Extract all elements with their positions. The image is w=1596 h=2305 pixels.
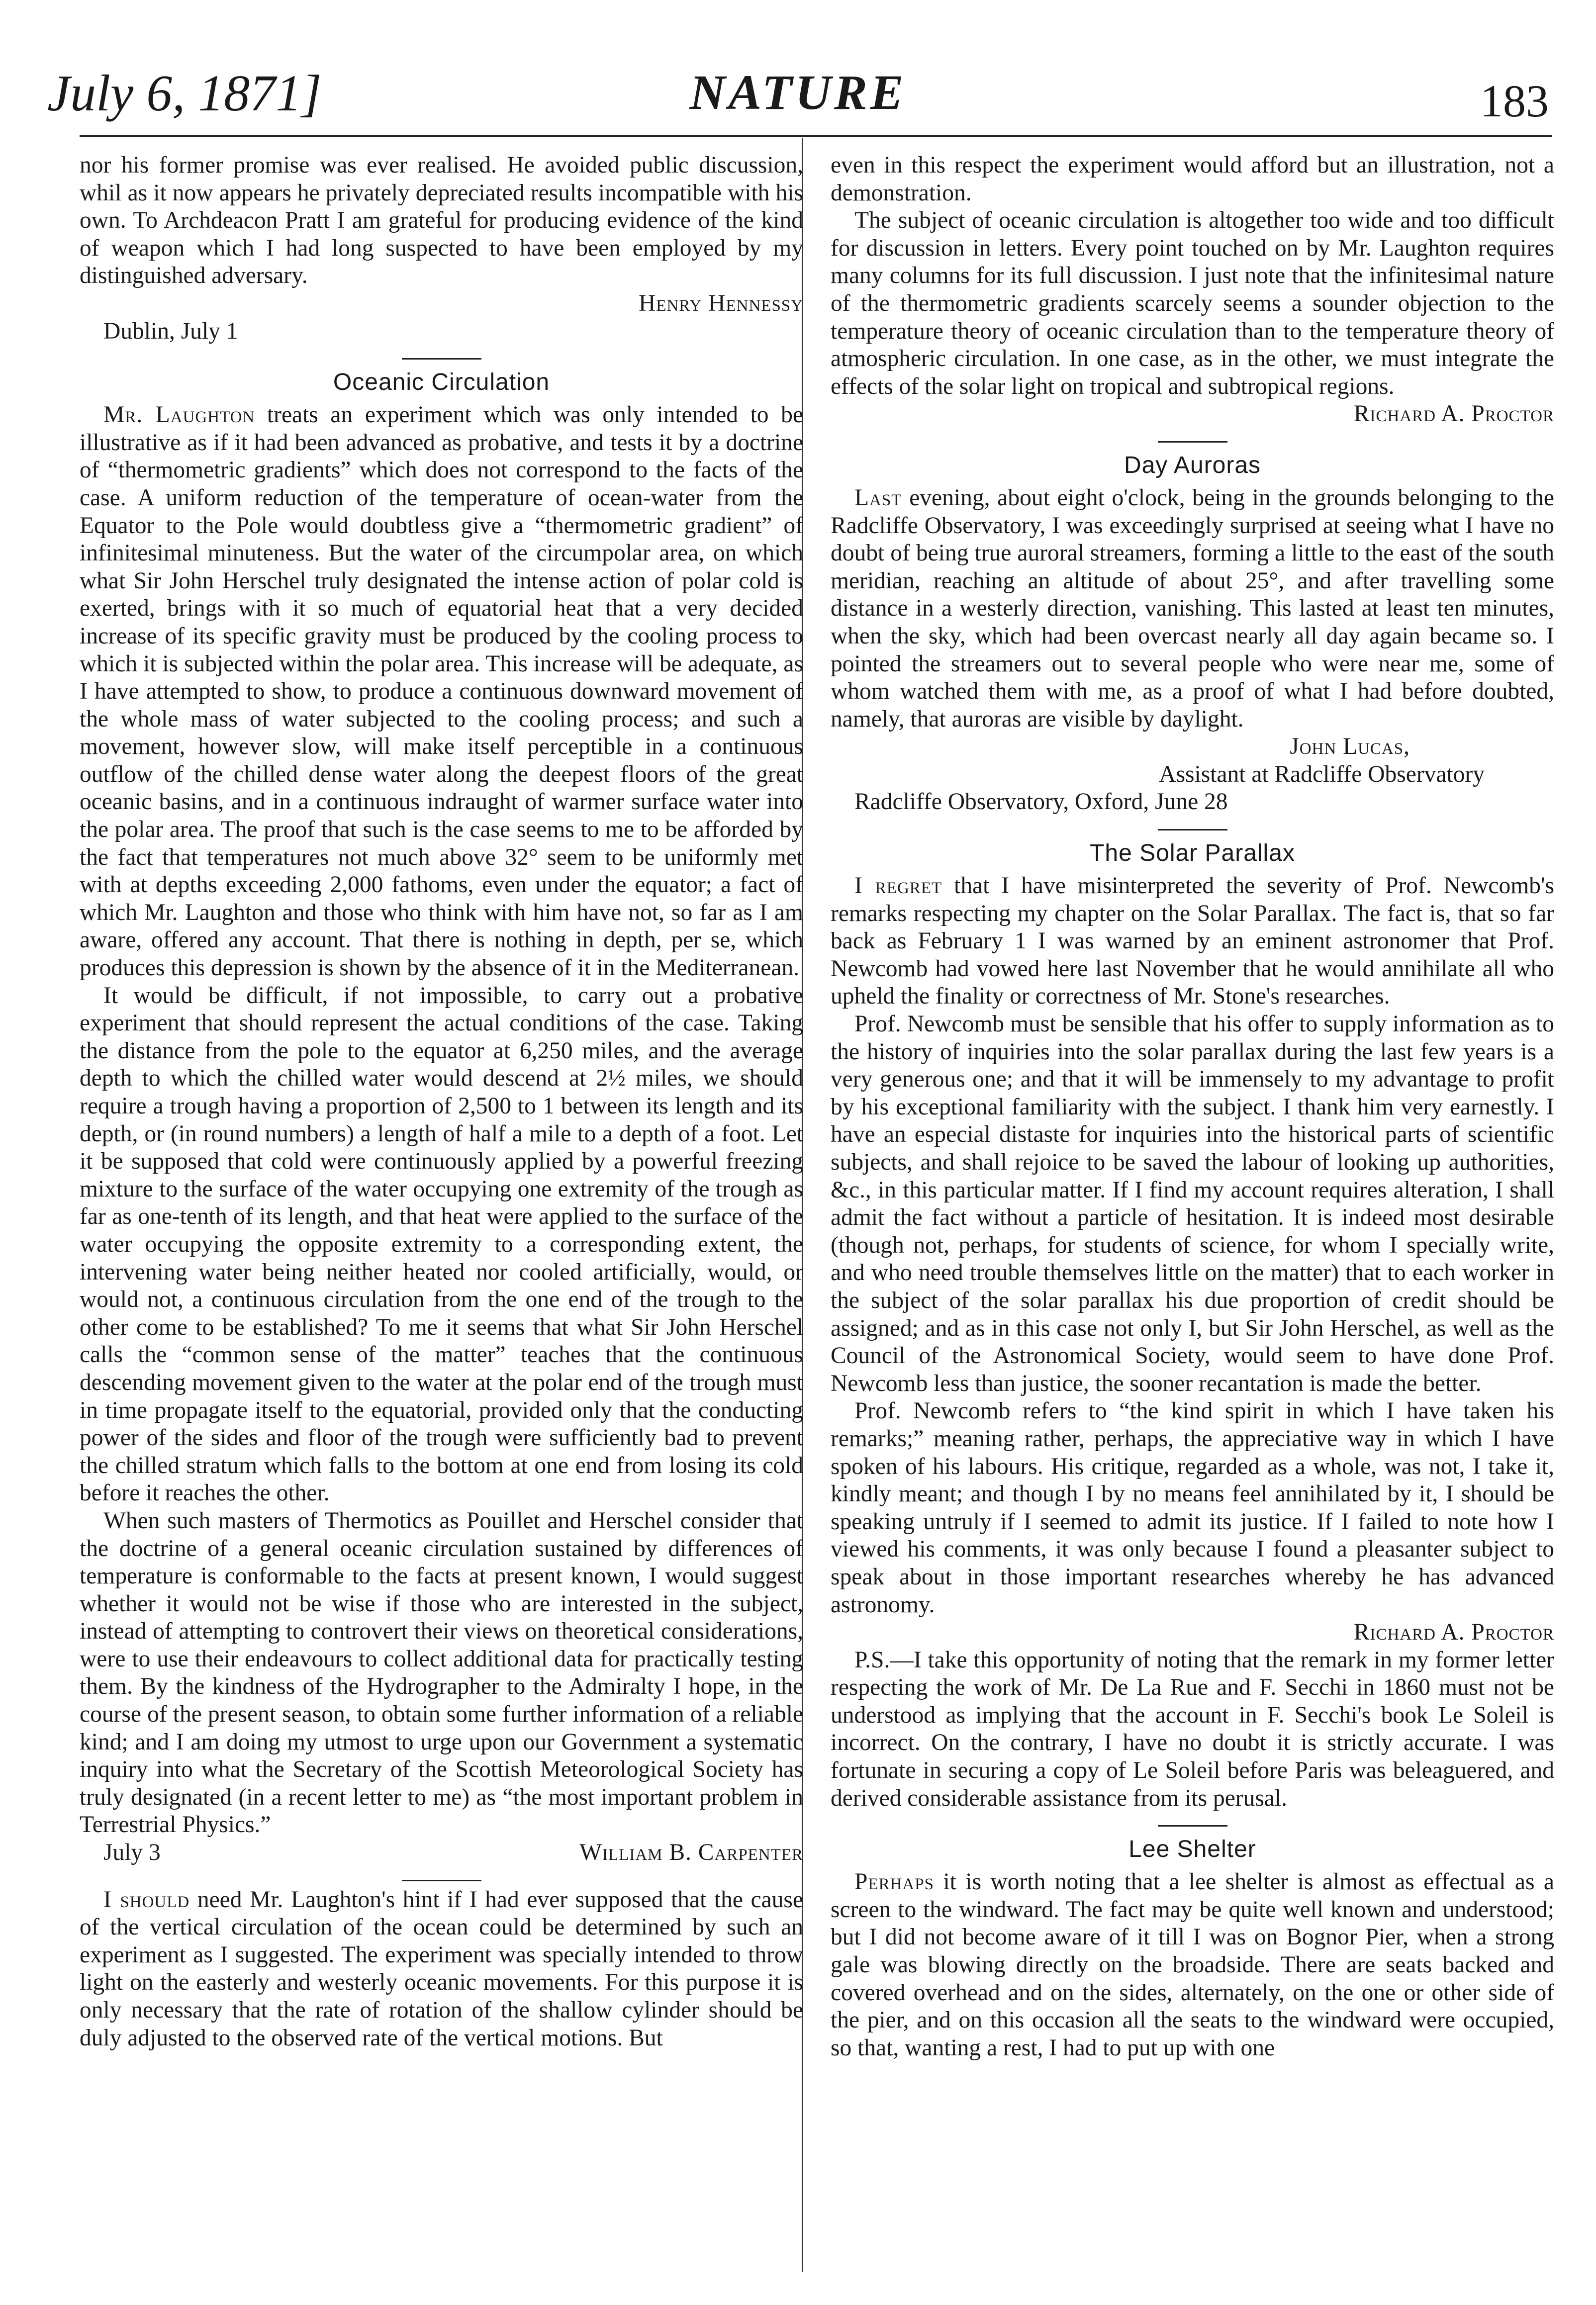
continuation-paragraph: even in this respect the experiment would afford but an illustration, not a demonstration. [831, 152, 1554, 206]
dateline-dublin: Dublin, July 1 [103, 318, 238, 344]
header-rule [80, 135, 1552, 137]
dateline-radcliffe: Radcliffe Observatory, Oxford, June 28 [854, 789, 1228, 815]
heading-oceanic-circulation: Oceanic Circulation [333, 369, 550, 396]
auroras-text: evening, about eight o'clock, being in the grounds belonging to the Radcliffe Observatory, I was exceedingly surprised at seeing what I have no doubt of being true auroral streamers, forming a little to the east of the south meridian, reaching an altitude of about 25°, and after travelling some distance in a westerly direction, vanishing. This lasted at least ten minutes, when the sky, which had been overcast nearly all day again became so. I pointed the streamers out to several people who were near me, some of whom watched them with me, as a proof of what I had before doubted, namely, that auroras are visible by daylight. [831, 484, 1554, 732]
second-letter-text: need Mr. Laughton's hint if I had ever supposed that the cause of the vertical circulation of the ocean could be determined by such an experiment as I suggested. The experiment was specially intended to throw light on the easterly and westerly oceanic movements. For this purpose it is only necessary that the rate of rotation of the shallow cylinder should be duly adjusted to the observed rate of the vertical motions. But [80, 1886, 803, 2051]
signature-lucas: John Lucas, [1290, 734, 1410, 760]
oceanic-paragraph-1 [80, 401, 803, 982]
postscript-paragraph: P.S.—I take this opportunity of noting that the remark in my former letter respecting the work of Mr. De La Rue and F. Secchi in 1860 must not be understood as implying that the account in F. Secchi's book Le Soleil is incorrect. On the contrary, I have no doubt it is strictly accurate. I was fortunate in securing a copy of Le Soleil before Paris was beleaguered, and derived considerable assistance from its perusal. [831, 1647, 1554, 1811]
oceanic-paragraph-1-text: treats an experiment which was only intended to be illustrative as if it had been advanced as probative, and tests it by a doctrine of “thermometric gradients” which does not correspond to the facts of the case. A uniform reduction of the temperature of ocean-water from the Equator to the Pole would doubtless give a “thermometric gradient” of infinitesimal minuteness. But the water of the circumpolar area, on which what Sir John Herschel truly designated the intense action of polar cold is exerted, brings with it so much of equatorial heat that a very decided increase of its specific gravity must be produced by the cooling process to which it is subjected within the polar area. This increase will be adequate, as I have attempted to show, to produce a continuous downward movement of the whole mass of water subjected to the cooling process; and such a movement, however slow, will make itself perceptible in a continuous outflow of the chilled dense water along the deepest floors of the great oceanic basins, and in a continuous indraught of warmer surface water into the polar area. The proof that such is the case seems to me to be afforded by the fact that temperatures not much above 32° seem to be uniformly met with at depths exceeding 2,000 fathoms, even under the equator; a fact of which Mr. Laughton and those who think with him have not, so far as I am aware, offered any account. That there is nothing in depth, per se, which produces this depression is shown by the absence of it in the Mediterranean. [80, 402, 804, 981]
second-letter-paragraph [80, 1886, 803, 2052]
heading-solar-parallax: The Solar Parallax [1090, 840, 1295, 867]
section-rule [1158, 829, 1227, 830]
auroras-paragraph [831, 484, 1554, 733]
signature-lucas-title: Assistant at Radcliffe Observatory [1159, 761, 1485, 787]
section-rule [1158, 1825, 1227, 1827]
oceanic-paragraph-3: When such masters of Thermotics as Pouillet and Herschel consider that the doctrine of a general oceanic circulation sustained by differences of temperature is conformable to the facts at present known, I would suggest whether it would not be wise if those who are interested in the subject, instead of attempting to controvert their views on theoretical considerations, were to use their endeavours to collect additional data for practically testing them. By the kindness of the Hydrographer to the Admiralty I hope, in the course of the present season, to obtain some further information of a reliable kind; and I am doing my utmost to urge upon our Government a systematic inquiry into what the Secretary of the Scottish Meteorological Society has truly designated (in a recent letter to me) as “the most important problem in Terrestrial Physics.” [80, 1507, 803, 1838]
right-column [831, 152, 1554, 2062]
signature-carpenter: William B. Carpenter [579, 1840, 803, 1866]
lee-shelter-text: it is worth noting that a lee shelter is almost as effectual as a screen to the windward. The fact may be quite well known and understood; but I did not become aware of it till I was on Bognor Pier, when a strong gale was blowing directly on the broadside. There are seats backed and covered overhead and on the sides, alternately, on the one or other side of the pier, and on this occasion all the seats to the windward were occupied, so that, wanting a rest, I had to put up with one [831, 1869, 1554, 2061]
continuation-paragraph: nor his former promise was ever realised. He avoided public discussion, whil as it now appears he privately depreciated results incompatible with his own. To Archdeacon Pratt I am grateful for producing evidence of the kind of weapon which I had long suspected to have been employed by my distinguished adversary. [80, 152, 803, 289]
oceanic-paragraph-2: It would be difficult, if not impossible, to carry out a probative experiment that should represent the actual conditions of the case. Taking the distance from the pole to the equator at 6,250 miles, and the average depth to which the chilled water would descend at 2½ miles, we should require a trough having a proportion of 2,500 to 1 between its length and its depth, or (in round numbers) a length of half a mile to a depth of a foot. Let it be supposed that cold were continuously applied by a powerful freezing mixture to the surface of the water occupying one extremity of the trough as far as one-tenth of its length, and that heat were applied to the surface of the water occupying the opposite extremity to a corresponding extent, the intervening water being neither heated nor cooled artificially, would, or would not, a continuous circulation from the one end of the trough to the other come to be established? To me it seems that what Sir John Herschel calls the “common sense of the matter” teaches that the continuous descending movement given to the water at the polar end of the trough must in time propagate itself to the equatorial, provided only that the conducting power of the sides and floor of the trough were sufficiently bad to prevent the chilled stratum which falls to the bottom at one end from losing its cold before it reaches the other. [80, 982, 803, 1506]
lead-words: Last [854, 484, 902, 511]
parallax-paragraph-3: Prof. Newcomb refers to “the kind spirit in which I have taken his remarks;” meaning rather, perhaps, the appreciative way in which I have spoken of his labours. His critique, regarded as a whole, was not, I take it, kindly meant; and though I by no means feel annihilated by it, I should be speaking untruly if I seemed to admit its justice. If I failed to note how I viewed his comments, it was only because I found a pleasanter subject to speak about in those important researches whereby he has advanced astronomy. [831, 1398, 1554, 1618]
page-number: 183 [1480, 76, 1549, 126]
section-rule [402, 358, 481, 360]
section-rule [1158, 441, 1227, 443]
heading-day-auroras: Day Auroras [1124, 452, 1261, 478]
signature-proctor: Richard A. Proctor [1353, 401, 1554, 427]
heading-lee-shelter: Lee Shelter [1128, 1836, 1256, 1863]
parallax-paragraph-1 [831, 872, 1554, 1011]
signature-proctor: Richard A. Proctor [1353, 1619, 1554, 1646]
signature-hennessy: Henry Hennessy [638, 290, 803, 316]
lead-words: I regret [854, 873, 942, 899]
oceanic-reply-paragraph: The subject of oceanic circulation is altogether too wide and too difficult for discussion in letters. Every point touched on by Mr. Laughton requires many columns for its full discussion. I just note that the infinitesimal nature of the thermometric gradients scarcely seems a sounder objection to the temperature theory of oceanic circulation than to the temperature theory of atmospheric circulation. In one case, as in the other, we must integrate the effects of the solar light on tropical and subtropical regions. [831, 207, 1554, 399]
page-header [0, 0, 1596, 134]
lead-words: I should [103, 1886, 190, 1913]
section-rule [402, 1880, 481, 1881]
lead-words: Mr. Laughton [103, 402, 255, 428]
signature-block-carpenter [80, 1839, 803, 1867]
lead-words: Perhaps [854, 1869, 934, 1895]
header-date: July 6, 1871] [47, 65, 322, 122]
left-column [80, 152, 803, 2052]
parallax-paragraph-2: Prof. Newcomb must be sensible that his offer to supply information as to the history of inquiries into the solar parallax during the last few years is a very generous one; and that it will be immensely to my advantage to profit by his exceptional familiarity with the subject. I thank him very earnestly. I have an especial distaste for inquiries into the historical parts of scientific subjects, and shall rejoice to be saved the labour of looking up authorities, &c., in this particular matter. If I find my account requires alteration, I shall admit the fact without a particle of hesitation. It is indeed most desirable (though not, perhaps, for students of science, for whom I specially write, and who need trouble themselves little on the matter) that to each worker in the subject of the solar parallax his due proportion of credit should be assigned; and as in this case not only I, but Sir John Herschel, as well as the Council of the Astronomical Society, would seem to have done Prof. Newcomb less than justice, the sooner recantation is made the better. [831, 1011, 1554, 1396]
lee-shelter-paragraph [831, 1868, 1554, 2062]
parallax-paragraph-1-text: that I have misinterpreted the severity of Prof. Newcomb's remarks respecting my chapter on the Solar Parallax. The fact is, that so far back as February 1 I was warned by an eminent astronomer that Prof. Newcomb had vowed here last November that he would annihilate all who upheld the finality or correctness of Mr. Stone's researches. [831, 873, 1554, 1010]
dateline-july-3: July 3 [103, 1840, 161, 1866]
journal-title: NATURE [689, 65, 907, 120]
